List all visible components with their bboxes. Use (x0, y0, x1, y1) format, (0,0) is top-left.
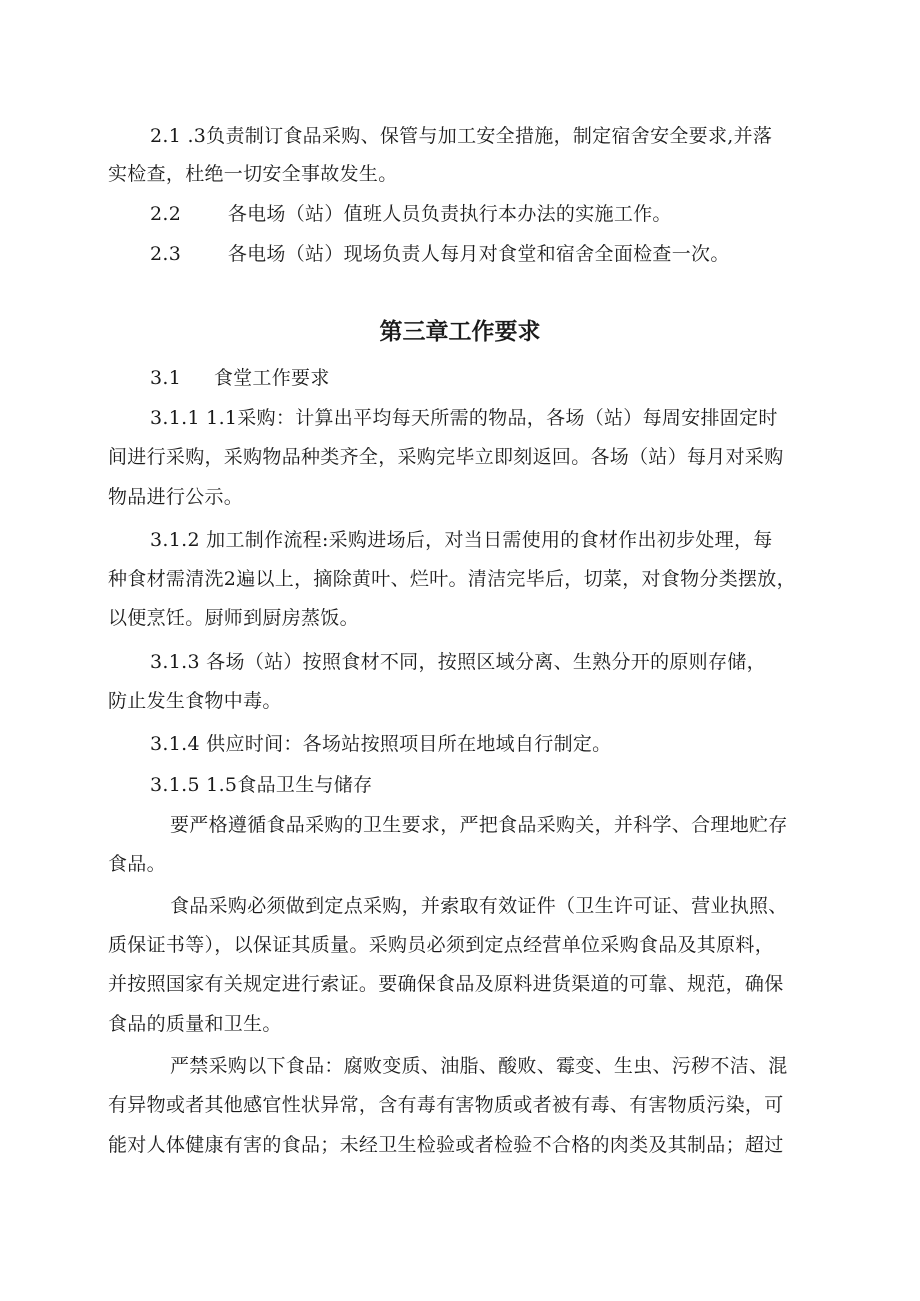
clause-3-1 (150, 366, 330, 390)
clause-text: 食堂工作要求 (213, 367, 330, 389)
clause-3-1-1-line-3: 物品进行公示。 (108, 486, 244, 508)
clause-3-1-3-line-1: 3.1.3 各场（站）按照食材不同，按照区域分离、生熟分开的原则存储， (150, 651, 766, 673)
paragraph-c-line-2: 有异物或者其他感官性状异常，含有毒有害物质或者被有毒、有害物质污染，可 (108, 1094, 784, 1116)
clause-3-1-2-line-1: 3.1.2 加工制作流程:采购进场后，对当日需使用的食材作出初步处理，每 (150, 529, 773, 551)
clause-3-1-2-line-2: 种食材需清洗2遍以上，摘除黄叶、烂叶。清洁完毕后，切菜，对食物分类摆放， (108, 568, 796, 590)
clause-2-2 (150, 202, 672, 226)
clause-2-3 (150, 242, 730, 266)
clause-3-1-3-line-2: 防止发生食物中毒。 (108, 690, 282, 712)
paragraph-a-line-1: 要严格遵循食品采购的卫生要求，严把食品采购关，并科学、合理地贮存 (170, 814, 788, 836)
clause-3-1-2-line-3: 以便烹饪。厨师到厨房蒸饭。 (108, 607, 359, 629)
paragraph-c-line-1: 严禁采购以下食品：腐败变质、油脂、酸败、霉变、生虫、污秽不洁、混 (170, 1055, 788, 1077)
clause-2-1-3-line-1: 2.1 .3负责制订食品采购、保管与加工安全措施，制定宿舍安全要求,并落 (150, 125, 773, 147)
clause-text: 各电场（站）现场负责人每月对食堂和宿舍全面检查一次。 (227, 243, 730, 265)
paragraph-b-line-1: 食品采购必须做到定点采购，并索取有效证件（卫生许可证、营业执照、 (170, 895, 788, 917)
paragraph-b-line-3: 并按照国家有关规定进行索证。要确保食品及原料进货渠道的可靠、规范，确保 (108, 973, 784, 995)
clause-number: 3.1 (150, 367, 182, 389)
clause-3-1-4: 3.1.4 供应时间：各场站按照项目所在地域自行制定。 (150, 733, 612, 755)
clause-number: 2.2 (150, 203, 182, 225)
clause-3-1-1-line-2: 间进行采购，采购物品种类齐全，采购完毕立即刻返回。各场（站）每月对采购 (108, 446, 784, 468)
clause-text: 各电场（站）值班人员负责执行本办法的实施工作。 (227, 203, 672, 225)
clause-3-1-5: 3.1.5 1.5食品卫生与储存 (150, 774, 373, 796)
clause-2-1-3-line-2: 实检查，杜绝一切安全事故发生。 (108, 163, 398, 185)
clause-3-1-1-line-1: 3.1.1 1.1采购：计算出平均每天所需的物品，各场（站）每周安排固定时 (150, 407, 778, 429)
chapter-title: 第三章工作要求 (379, 319, 541, 345)
paragraph-a-line-2: 食品。 (108, 853, 166, 875)
clause-number: 2.3 (150, 243, 182, 265)
paragraph-b-line-4: 食品的质量和卫生。 (108, 1013, 282, 1035)
paragraph-b-line-2: 质保证书等），以保证其质量。采购员必须到定点经营单位采购食品及其原料， (108, 934, 775, 956)
paragraph-c-line-3: 能对人体健康有害的食品；未经卫生检验或者检验不合格的肉类及其制品；超过 (108, 1134, 784, 1156)
